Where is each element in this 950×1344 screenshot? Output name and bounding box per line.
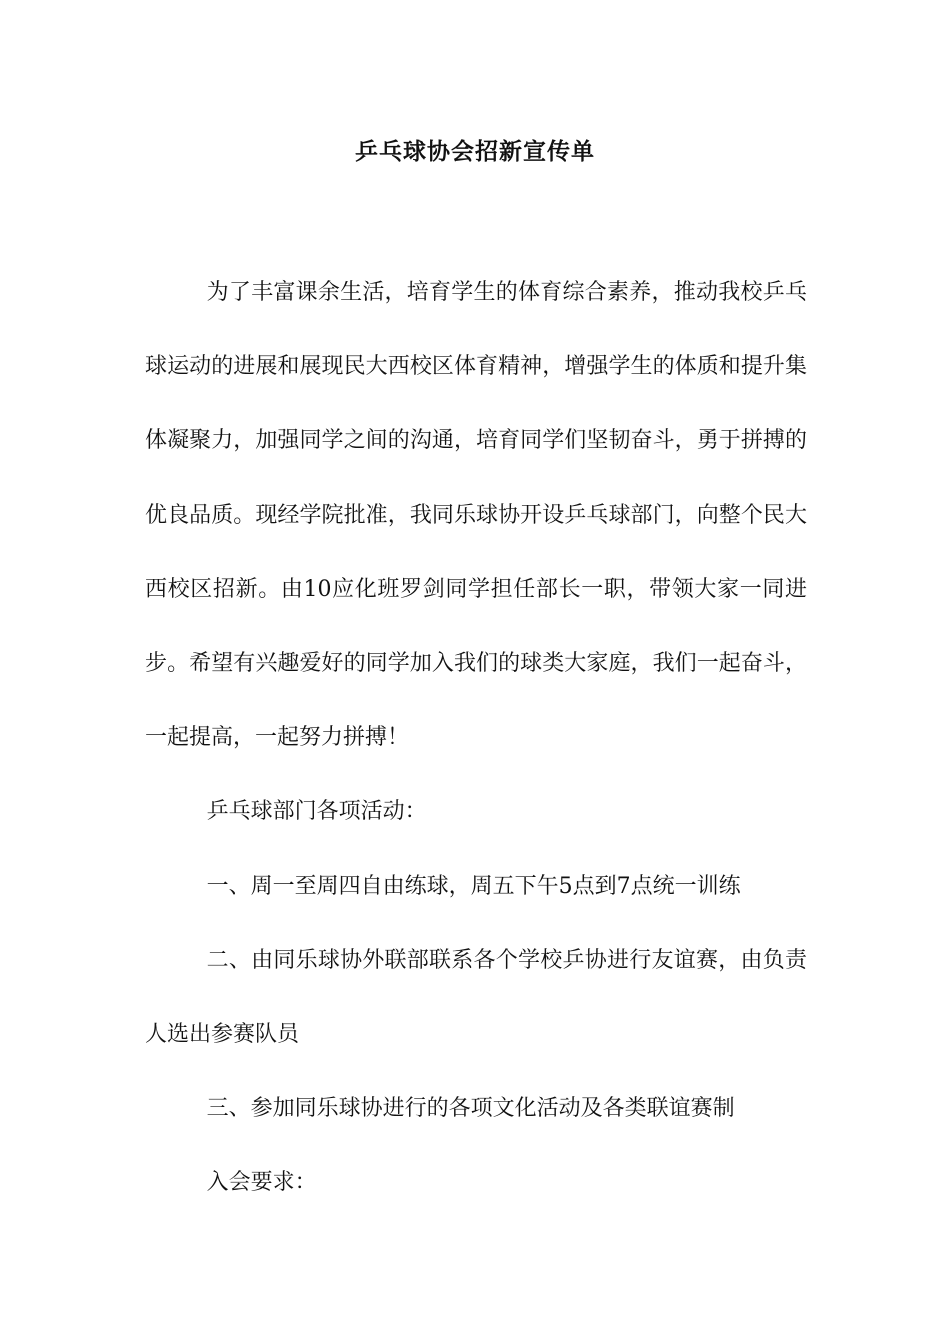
document-title: 乒乓球协会招新宣传单 (355, 138, 595, 165)
document-body (145, 256, 807, 1221)
intro-paragraph: 为了丰富课余生活，培育学生的体育综合素养，推动我校乒乓球运动的进展和展现民大西校区体育精神，增强学生的体质和提升集体凝聚力，加强同学之间的沟通，培育同学们坚韧奋斗，勇于拼搏的优良品质。现经学院批准，我同乐球协开设乒乓球部门，向整个民大西校区招新。由10应化班罗剑同学担任部长一职，带领大家一同进步。希望有兴趣爱好的同学加入我们的球类大家庭，我们一起奋斗，一起提高，一起努力拼搏！ (145, 280, 807, 751)
activities-heading: 乒乓球部门各项活动： (206, 799, 427, 825)
activity-item-3: 三、参加同乐球协进行的各项文化活动及各类联谊赛制 (206, 1096, 735, 1122)
requirements-heading: 入会要求： (206, 1170, 317, 1196)
activity-item-1: 一、周一至周四自由练球，周五下午5点到7点统一训练 (206, 873, 741, 899)
activity-item-2: 二、由同乐球协外联部联系各个学校乒协进行友谊赛，由负责人选出参赛队员 (145, 947, 807, 1048)
